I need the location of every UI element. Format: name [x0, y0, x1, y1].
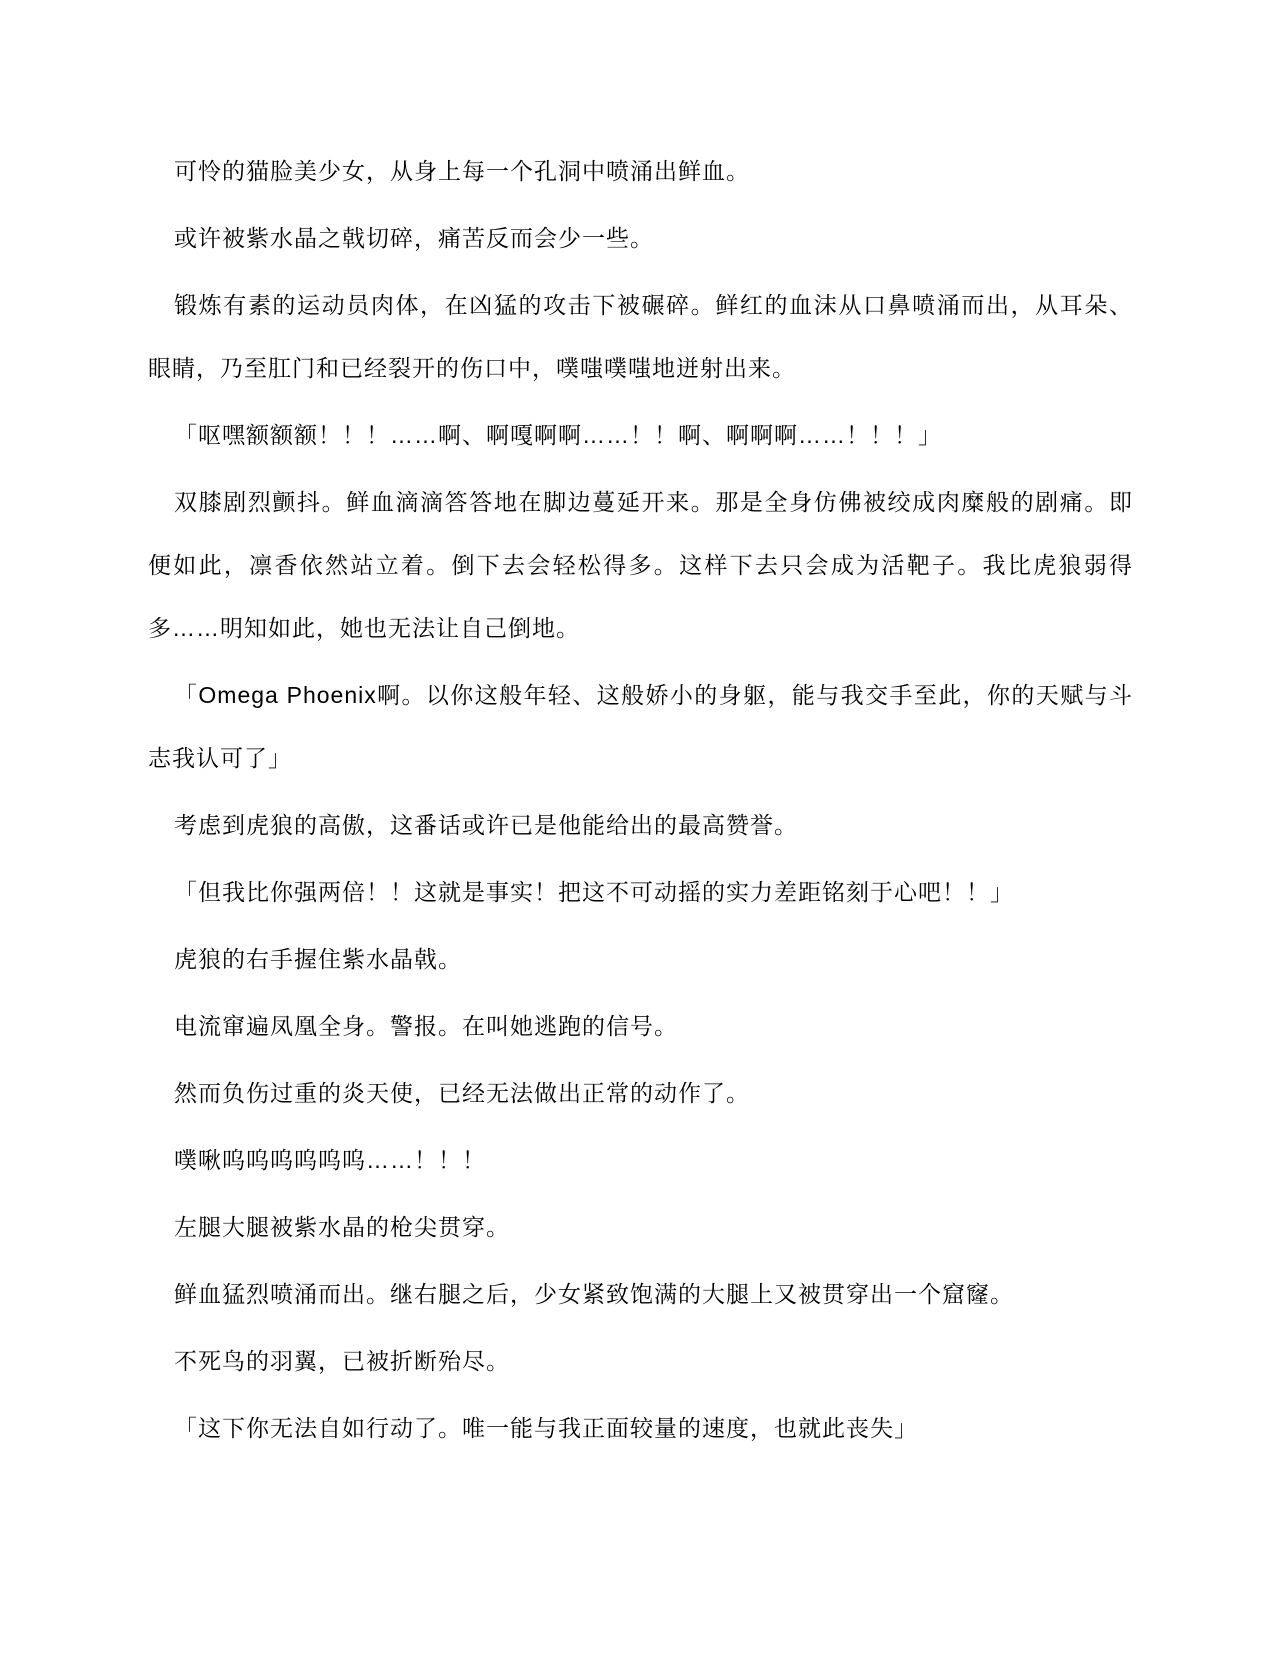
paragraph: 不死鸟的羽翼，已被折断殆尽。	[174, 1348, 510, 1374]
paragraph: 鲜血猛烈喷涌而出。继右腿之后，少女紧致饱满的大腿上又被贯穿出一个窟窿。	[174, 1281, 1014, 1307]
dialogue-paragraph: 「呕嘿额额额！！！……啊、啊嘎啊啊……！！啊、啊啊啊……！！！」	[174, 422, 942, 448]
paragraph: 左腿大腿被紫水晶的枪尖贯穿。	[174, 1214, 510, 1240]
novel-text-block	[148, 140, 1133, 1464]
paragraph: 电流窜遍凤凰全身。警报。在叫她逃跑的信号。	[174, 1013, 678, 1039]
dialogue-paragraph: 「Omega Phoenix啊。以你这般年轻、这般娇小的身躯，能与我交手至此，你的天赋与斗志我认可了」	[148, 682, 1133, 771]
dialogue-paragraph: 「但我比你强两倍！！这就是事实！把这不可动摇的实力差距铭刻于心吧！！」	[174, 879, 1014, 905]
paragraph: 双膝剧烈颤抖。鲜血滴滴答答地在脚边蔓延开来。那是全身仿佛被绞成肉糜般的剧痛。即便如此，凛香依然站立着。倒下去会轻松得多。这样下去只会成为活靶子。我比虎狼弱得多……明知如此，她也无法让自己倒地。	[148, 489, 1133, 641]
paragraph: 或许被紫水晶之戟切碎，痛苦反而会少一些。	[174, 225, 654, 251]
paragraph: 噗啾呜呜呜呜呜呜……！！！	[174, 1147, 486, 1173]
dialogue-paragraph: 「这下你无法自如行动了。唯一能与我正面较量的速度，也就此丧失」	[174, 1415, 918, 1441]
paragraph: 考虑到虎狼的高傲，这番话或许已是他能给出的最高赞誉。	[174, 812, 798, 838]
paragraph: 锻炼有素的运动员肉体，在凶猛的攻击下被碾碎。鲜红的血沫从口鼻喷涌而出，从耳朵、眼睛，乃至肛门和已经裂开的伤口中，噗嗤噗嗤地迸射出来。	[148, 292, 1133, 381]
paragraph: 可怜的猫脸美少女，从身上每一个孔洞中喷涌出鲜血。	[174, 158, 750, 184]
paragraph: 虎狼的右手握住紫水晶戟。	[174, 946, 462, 972]
paragraph: 然而负伤过重的炎天使，已经无法做出正常的动作了。	[174, 1080, 750, 1106]
